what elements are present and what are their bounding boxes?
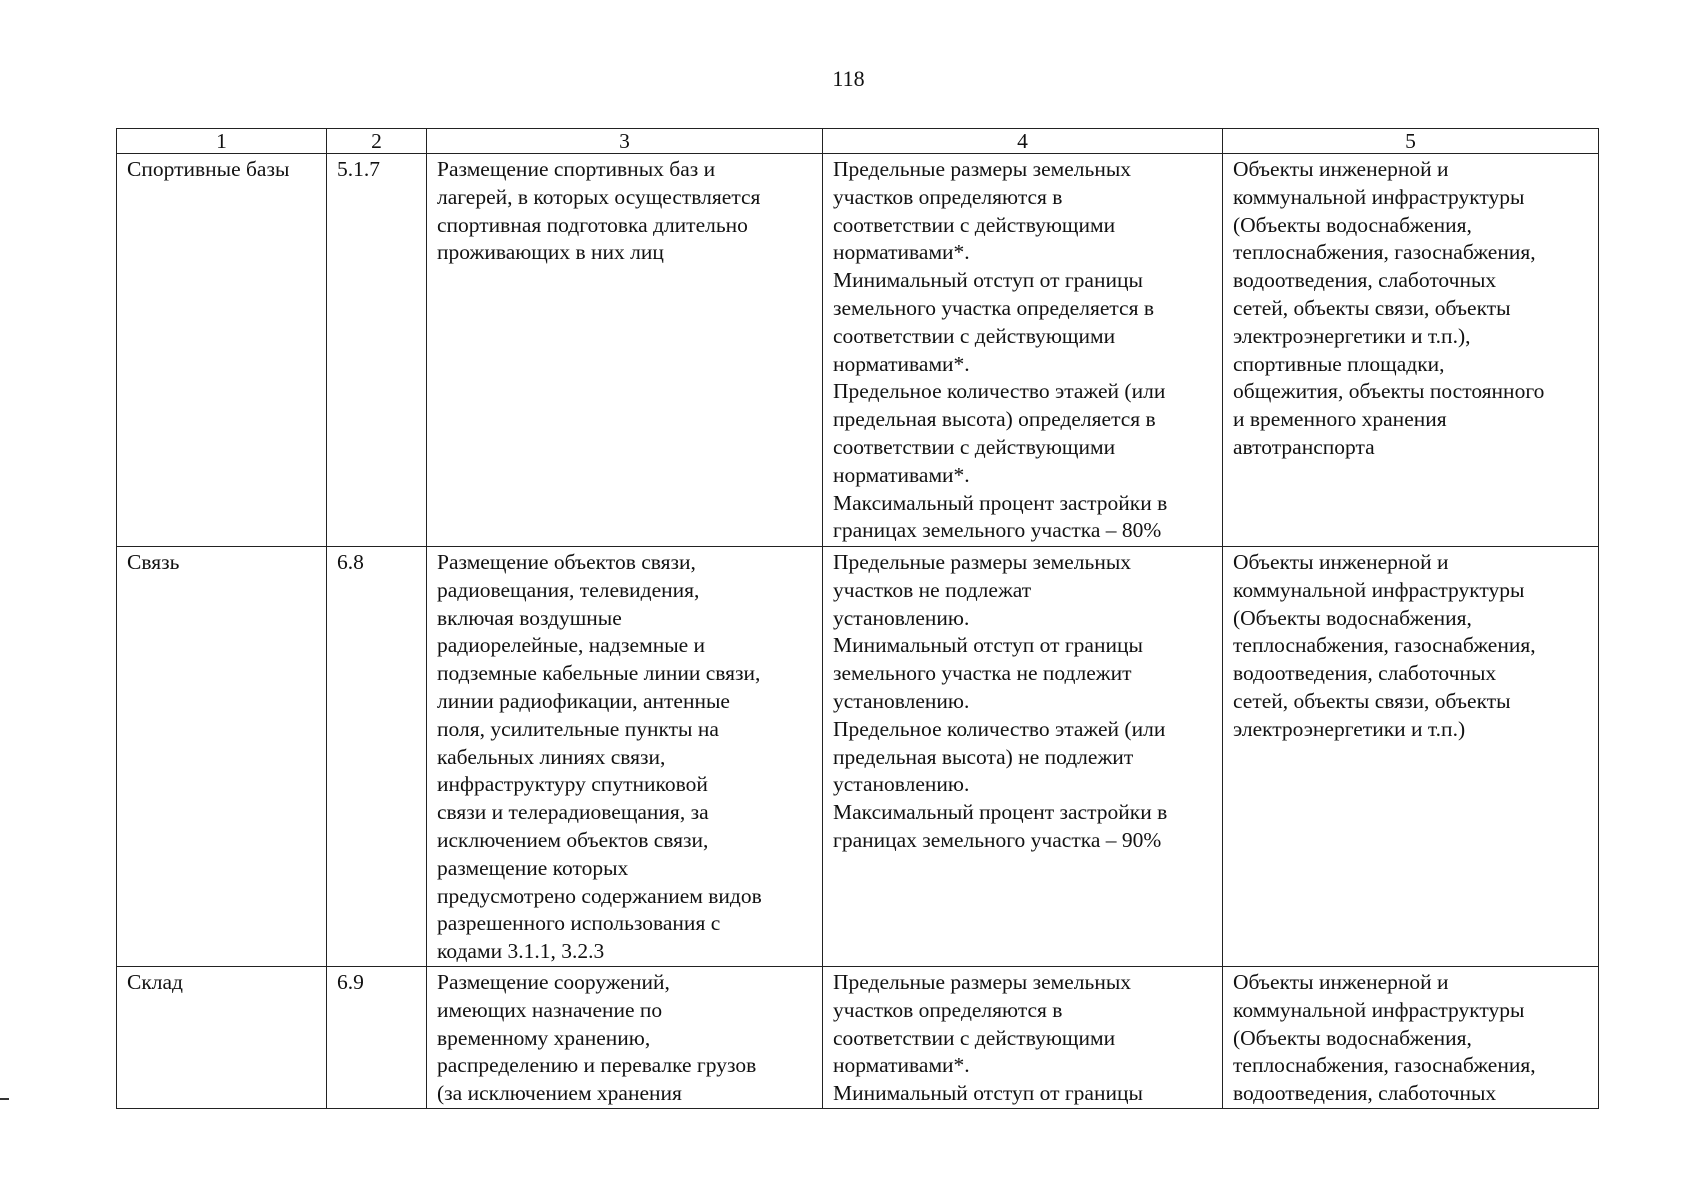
land-use-name-cell bbox=[117, 966, 327, 1108]
auxiliary-uses-cell bbox=[1223, 154, 1599, 547]
column-header-3: 3 bbox=[427, 129, 823, 154]
land-use-code: 6.9 bbox=[337, 969, 364, 994]
auxiliary-uses: Объекты инженерной и коммунальной инфраструктуры (Объекты водоснабжения, теплоснабжения, газоснабжения, водоотведения, слаботочных сетей, объекты связи, объекты электроэнергетики и т.п.), спортивные площадки, общежития, объекты постоянного и временного хранения автотранспорта bbox=[1233, 157, 1545, 459]
land-use-parameters: Предельные размеры земельных участков определяются в соответствии с действующими нормативами*. Минимальный отступ от границы bbox=[833, 969, 1143, 1106]
column-header-2: 2 bbox=[327, 129, 427, 154]
land-use-description-cell bbox=[427, 547, 823, 967]
column-number-row bbox=[117, 129, 1599, 154]
land-use-name: Связь bbox=[127, 550, 180, 574]
land-use-description: Размещение сооружений, имеющих назначение по временному хранению, распределению и перевалке грузов (за исключением хранения bbox=[437, 969, 757, 1106]
auxiliary-uses: Объекты инженерной и коммунальной инфраструктуры (Объекты водоснабжения, теплоснабжения, газоснабжения, водоотведения, слаботочных сетей, объекты связи, объекты электроэнергетики и т.п.) bbox=[1233, 550, 1536, 741]
land-use-parameters-cell bbox=[823, 966, 1223, 1108]
land-use-description: Размещение объектов связи, радиовещания, телевидения, включая воздушные радиорелейные, надземные и подземные кабельные линии связи, линии радиофикации, антенные поля, усилительные пункты на кабельных линиях связи, инфраструктуру спутниковой связи и телерадиовещания, за исключением объектов связи, размещение которых предусмотрено содержанием видов разрешенного использования с кодами 3.1.1, 3.2.3 bbox=[437, 550, 762, 964]
land-use-name: Спортивные базы bbox=[127, 157, 290, 181]
page-number: 118 bbox=[832, 66, 865, 91]
land-use-parameters-cell bbox=[823, 154, 1223, 547]
margin-tick-mark bbox=[0, 1098, 9, 1100]
land-use-parameters-cell bbox=[823, 547, 1223, 967]
land-use-code-cell bbox=[327, 966, 427, 1108]
land-use-description: Размещение спортивных баз и лагерей, в которых осуществляется спортивная подготовка длительно проживающих в них лиц bbox=[437, 157, 761, 265]
land-use-code-cell bbox=[327, 154, 427, 547]
land-use-description-cell bbox=[427, 154, 823, 547]
land-use-code: 6.8 bbox=[337, 550, 364, 574]
land-use-description-cell bbox=[427, 966, 823, 1108]
auxiliary-uses-cell bbox=[1223, 966, 1599, 1108]
auxiliary-uses: Объекты инженерной и коммунальной инфраструктуры (Объекты водоснабжения, теплоснабжения, газоснабжения, водоотведения, слаботочных bbox=[1233, 969, 1536, 1106]
land-use-parameters: Предельные размеры земельных участков определяются в соответствии с действующими нормативами*. Минимальный отступ от границы земельного участка определяется в соответствии с действующими нормативами*. Предельное количество этажей (или предельная высота) определяется в соответствии с действующими нормативами*. Максимальный процент застройки в границах земельного участка – 80% bbox=[833, 157, 1168, 543]
land-use-name: Склад bbox=[127, 969, 183, 994]
column-header-4: 4 bbox=[823, 129, 1223, 154]
land-use-table bbox=[116, 128, 1599, 1109]
column-header-1: 1 bbox=[117, 129, 327, 154]
table-row bbox=[117, 154, 1599, 547]
auxiliary-uses-cell bbox=[1223, 547, 1599, 967]
land-use-parameters: Предельные размеры земельных участков не подлежат установлению. Минимальный отступ от границы земельного участка не подлежит установлению. Предельное количество этажей (или предельная высота) не подлежит установлению. Максимальный процент застройки в границах земельного участка – 90% bbox=[833, 550, 1168, 852]
column-header-5: 5 bbox=[1223, 129, 1599, 154]
land-use-code: 5.1.7 bbox=[337, 157, 380, 181]
table-row bbox=[117, 966, 1599, 1108]
land-use-name-cell bbox=[117, 154, 327, 547]
table-row bbox=[117, 547, 1599, 967]
land-use-code-cell bbox=[327, 547, 427, 967]
land-use-name-cell bbox=[117, 547, 327, 967]
